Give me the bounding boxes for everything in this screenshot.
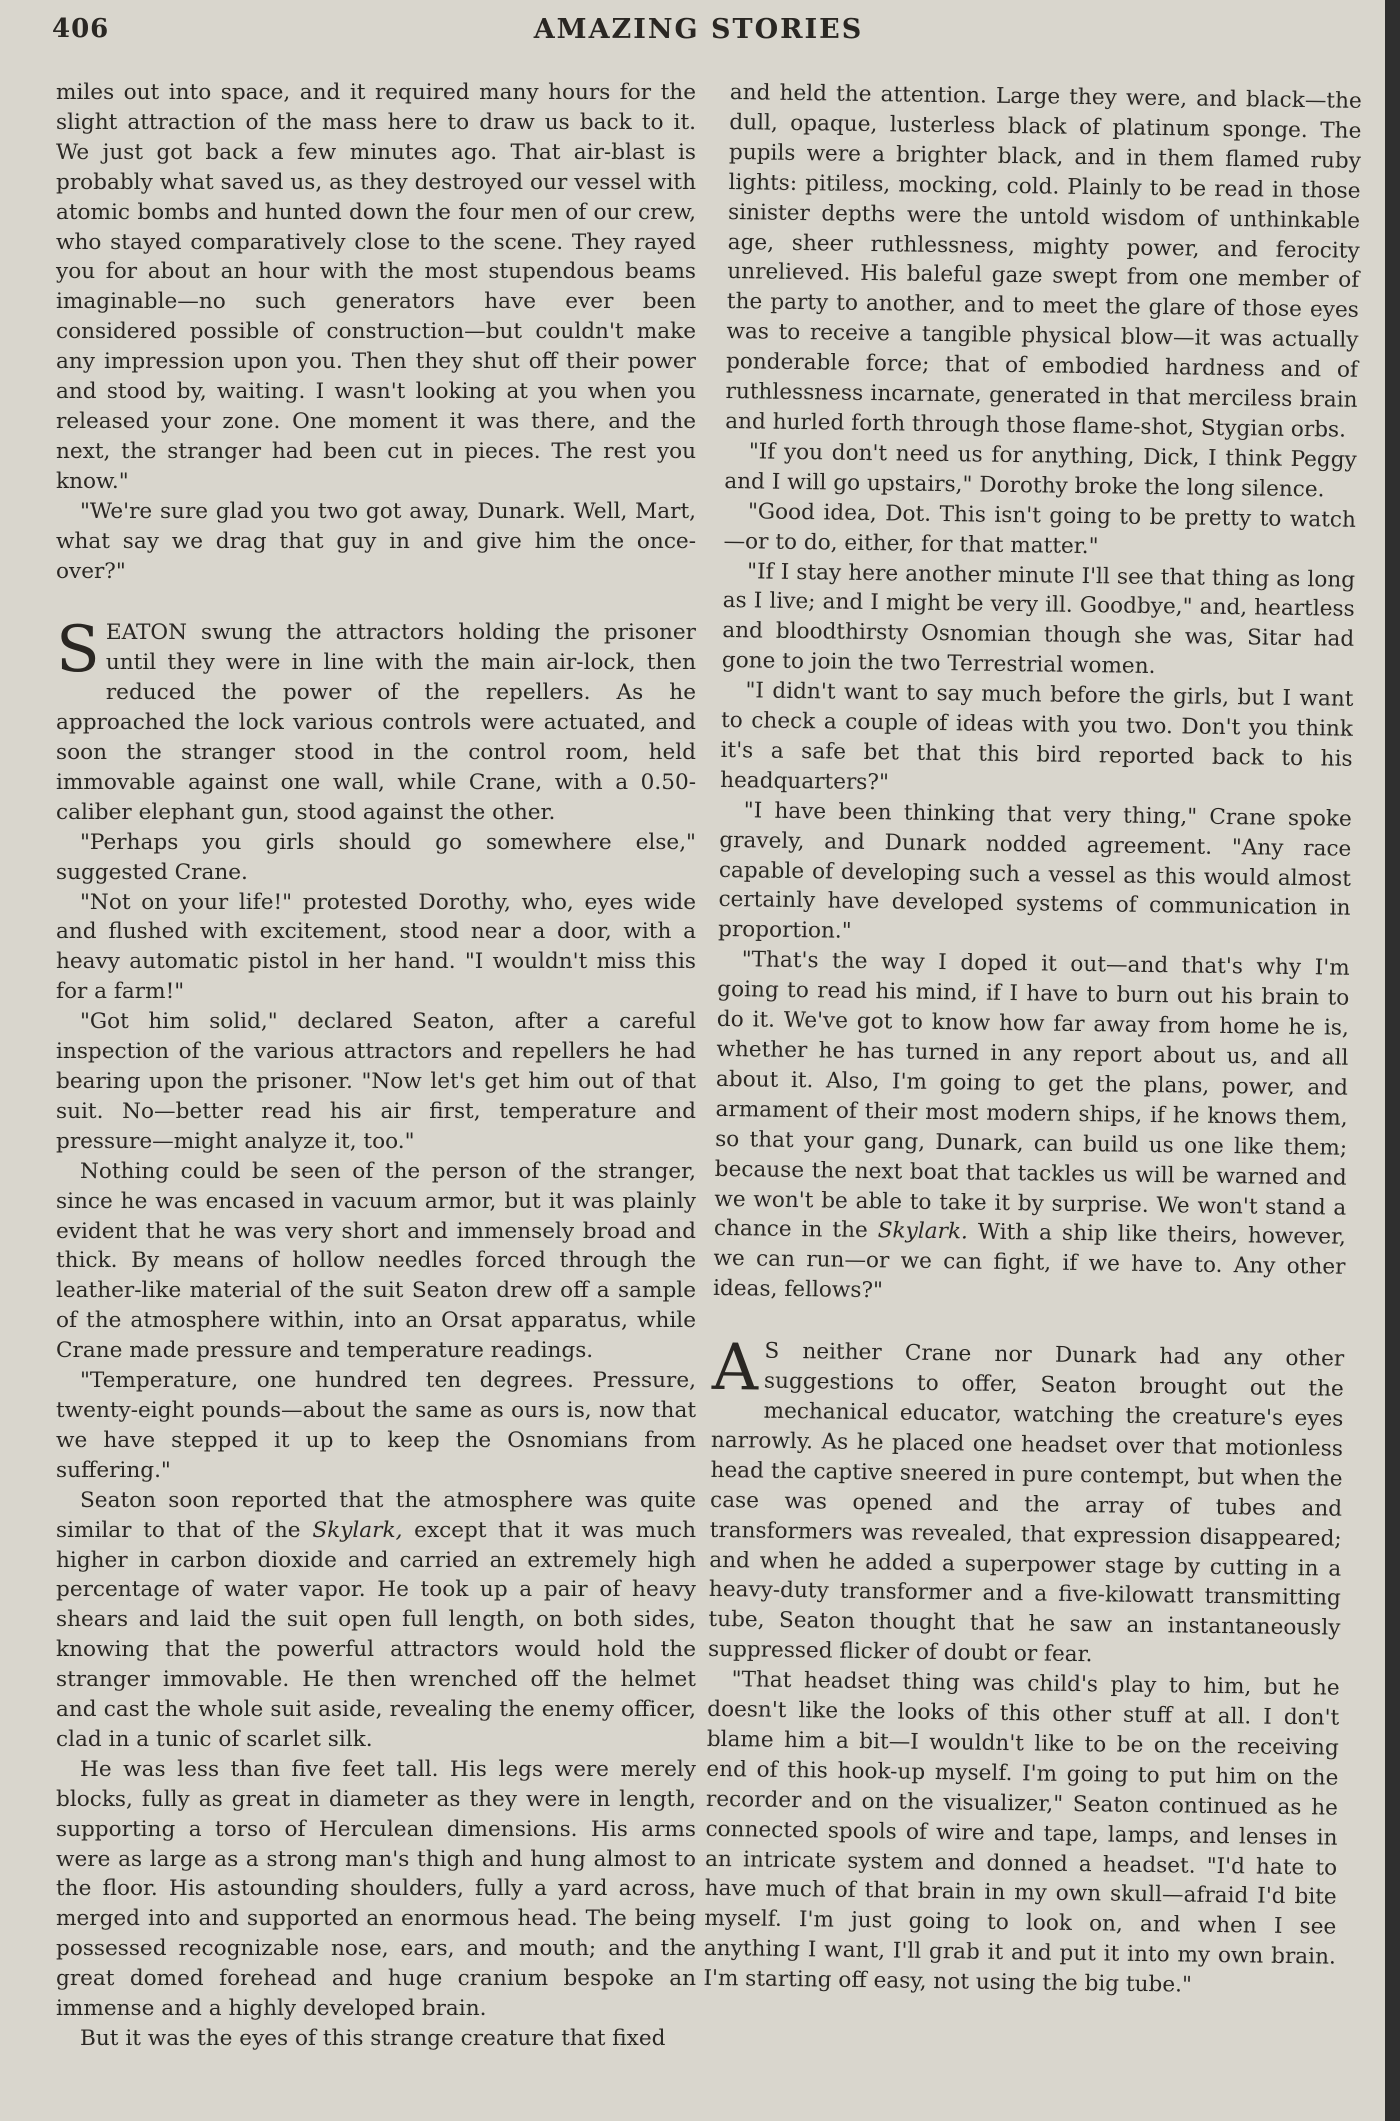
section-start-paragraph (707, 1331, 1345, 1674)
scan-edge (1385, 0, 1400, 2121)
paragraph: "I have been thinking that very thing," Crane spoke gravely, and Dunark nodded agreement. "Any race capable of developing such a vessel as this would almost certainly have developed systems of communication in proportion." (717, 798, 1352, 945)
paragraph: He was less than five feet tall. His legs were merely blocks, fully as great in diameter as they were in length, supporting a torso of Herculean dimensions. His arms were as large as a strong man's thigh and hung almost to the floor. His astounding shoulders, fully a yard across, merged into and supported an enormous head. The being possessed recognizable nose, ears, and mouth; and the great domed forehead and huge cranium bespoke an immense and a highly developed brain. (56, 1756, 696, 2022)
paragraph-text: S neither Crane nor Dunark had any other suggestions to offer, Seaton brought out the mechanical educator, watching the creature's eyes narrowly. As he placed one headset over that motionless head the captive sneered in pure contempt, but when the case was opened and the array of tubes and transformers was revealed, that expression disappeared; and when he added a superpower stage by cutting in a heavy-duty transformer and a five-kilowatt transmitting tube, Seaton thought that he saw an instantaneously suppressed flicker of doubt or fear. (707, 1338, 1345, 1668)
paragraph: "Got him solid," declared Seaton, after a careful inspection of the various attractors and repellers he had bearing upon the prisoner. "Now let's get him out of that suit. No—better read his air first, temperature and pressure—might analyze it, too." (56, 1009, 696, 1154)
page-header (52, 14, 1345, 60)
paragraph: But it was the eyes of this strange creature that fixed (80, 2026, 666, 2051)
paragraph: and held the attention. Large they were, and black—the dull, opaque, lusterless black of platinum sponge. The pupils were a brighter black, and in them flamed ruby lights: pitiless, mocking, cold. Plainly to be read in those sinister depths were the untold wisdom of unthinkable age, sheer ruthlessness, mighty power, and ferocity unrelieved. His baleful gaze swept from one member of the party to another, and to meet the glare of those eyes was to receive a tangible physical blow—it was actually ponderable force; that of embodied hardness and of ruthlessness incarnate, generated in that merciless brain and hurled forth through those flame-shot, Stygian orbs. (725, 79, 1362, 443)
paragraph: miles out into space, and it required many hours for the slight attraction of the mass here to draw us back to it. We just got back a few minutes ago. That air-blast is probably what saved us, as they destroyed our vessel with atomic bombs and hunted down the four men of our crew, who stayed comparatively close to the scene. They rayed you for about an hour with the most stupendous beams imaginable—no such generators have ever been considered possible of construction—but couldn't make any impression upon you. Then they shut off their power and stood by, waiting. I wasn't looking at you when you released your zone. One moment it was there, and the next, the stranger had been cut in pieces. The rest you know." (56, 80, 696, 494)
paragraph: "If you don't need us for anything, Dick, I think Peggy and I will go upstairs," Dorothy broke the long silence. (724, 439, 1357, 503)
section-start-paragraph (56, 613, 696, 827)
paragraph-text: With a ship like theirs, however, we can run—or we can fight, if we have to. Any other ideas, fellows?" (712, 1219, 1347, 1304)
drop-cap: S (56, 613, 100, 688)
ship-name-italic: Skylark. (877, 1218, 969, 1245)
paragraph: "Not on your life!" protested Dorothy, who, eyes wide and flushed with excitement, stood near a door, with a heavy automatic pistol in her hand. "I wouldn't miss this for a farm!" (56, 889, 696, 1005)
left-column (56, 78, 696, 2054)
magazine-title: AMAZING STORIES (533, 14, 864, 45)
paragraph: "That headset thing was child's play to him, but he doesn't like the looks of this other stuff at all. I don't blame him a bit—I wouldn't like to be on the receiving end of this hook-up myself. I'm going to put him on the recorder and on the visualizer," Seaton continued as he connected spools of wire and tape, lamps, and lenses in an intricate system and donned a headset. "I'd hate to have much of that brain in my own skull—afraid I'd bite myself. I'm just going to look on, and when I see anything I want, I'll grab it and put it into my own brain. I'm starting off easy, not using the big tube." (703, 1667, 1340, 1998)
paragraph-text: EATON swung the attractors holding the prisoner until they were in line with the main air-lock, then reduced the power of the repellers. As he approached the lock various controls were actuated, and soon the stranger stood in the control room, held immovable against one wall, while Crane, with a 0.50-caliber elephant gun, stood against the other. (56, 620, 696, 825)
drop-cap: A (711, 1331, 759, 1406)
paragraph: "If I stay here another minute I'll see that thing as long as I live; and I might be very ill. Goodbye," and, heartless and bloodthirsty Osnomian though she was, Sitar had gone to join the two Terrestrial women. (721, 558, 1356, 680)
right-column (703, 78, 1362, 2003)
paragraph (56, 1486, 696, 1755)
paragraph: Nothing could be seen of the person of the stranger, since he was encased in vacuum armor, but it was plainly evident that he was very short and immensely broad and thick. By means of hollow needles forced through the leather-like material of the suit Seaton drew off a sample of the atmosphere within, into an Orsat apparatus, while Crane made pressure and temperature readings. (56, 1158, 696, 1364)
paragraph-text: except that it was much higher in carbon dioxide and carried an extremely high percentage of water vapor. He took up a pair of heavy shears and laid the suit open full length, on both sides, knowing that the powerful attractors would hold the stranger immovable. He then wrenched off the helmet and cast the whole suit aside, revealing the enemy officer, clad in a tunic of scarlet silk. (56, 1517, 696, 1752)
paragraph: "Perhaps you girls should go somewhere else," suggested Crane. (56, 829, 696, 885)
paragraph: "Temperature, one hundred ten degrees. Pressure, twenty-eight pounds—about the same as ours is, now that we have stepped it up to keep the Osnomians from suffering." (56, 1368, 696, 1483)
paragraph-text: "That's the way I doped it out—and that's why I'm going to read his mind, if I have to burn out his brain to do it. We've got to know how far away from home he is, whether he has turned in any report about us, and all about it. Also, I'm going to get the plans, power, and armament of their most modern ships, if he knows them, so that your gang, Dunark, can build us one like them; because the next boat that tackles us will be warned and we won't be able to take it by surprise. We won't stand a chance in the (713, 947, 1350, 1244)
paragraph (713, 945, 1350, 1313)
paragraph-text: Seaton soon reported that the atmosphere was quite similar to that of the (56, 1487, 696, 1543)
paragraph: "I didn't want to say much before the girls, but I want to check a couple of ideas with you two. Don't you think it's a safe bet that this bird reported back to his headquarters?" (720, 678, 1354, 796)
paragraph: "We're sure glad you two got away, Dunark. Well, Mart, what say we drag that guy in and give him the once-over?" (56, 498, 696, 584)
ship-name-italic: Skylark, (312, 1517, 403, 1543)
paragraph: "Good idea, Dot. This isn't going to be pretty to watch—or to do, either, for that matter." (723, 498, 1357, 559)
page-number: 406 (52, 14, 110, 44)
